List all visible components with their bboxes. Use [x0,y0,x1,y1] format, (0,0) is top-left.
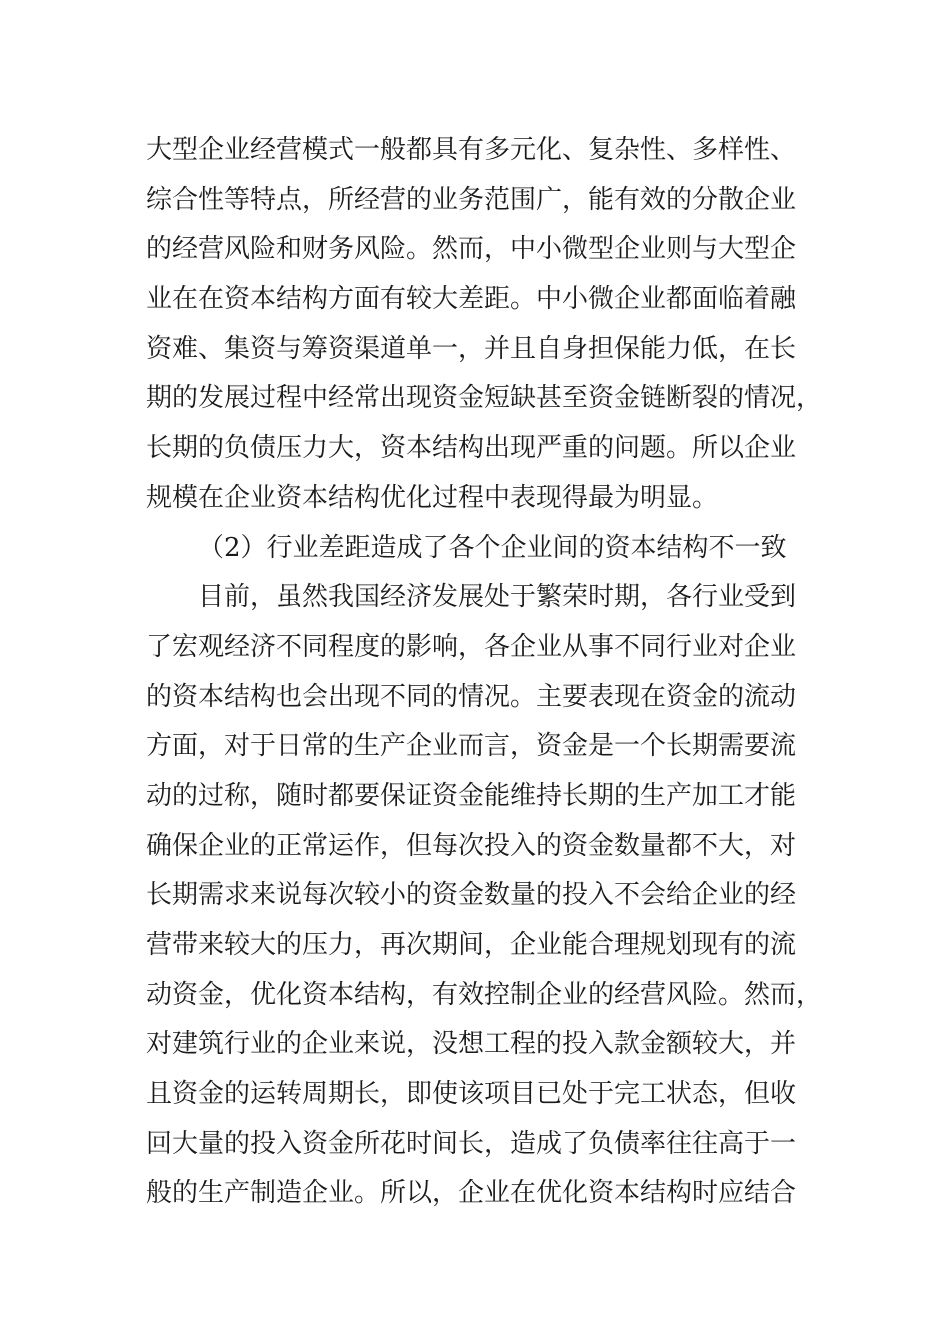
text-line: 确保企业的正常运作，但每次投入的资金数量都不大，对 [146,830,797,861]
text-line: 回大量的投入资金所花时间长，造成了负债率往往高于一 [146,1128,797,1159]
text-line: 综合性等特点，所经营的业务范围广，能有效的分散企业 [146,184,797,215]
text-line: 资难、集资与筹资渠道单一，并且自身担保能力低，在长 [146,333,797,364]
section-heading: （2）行业差距造成了各个企业间的资本结构不一致 [198,532,787,563]
paragraph-2 [146,573,823,1219]
text-line: 的资本结构也会出现不同的情况。主要表现在资金的流动 [146,681,797,712]
text-line: 般的生产制造企业。所以，企业在优化资本结构时应结合 [146,1178,797,1209]
text-line: 规模在企业资本结构优化过程中表现得最为明显。 [146,482,719,513]
text-line: 动的过称，随时都要保证资金能维持长期的生产加工才能 [146,780,797,811]
text-line: 对建筑行业的企业来说，没想工程的投入款金额较大，并 [146,1029,797,1060]
body-text [146,126,823,1219]
paragraph-1 [146,126,823,524]
text-line: 的经营风险和财务风险。然而，中小微型企业则与大型企 [146,234,797,265]
text-line: 期的发展过程中经常出现资金短缺甚至资金链断裂的情况， [146,383,823,414]
text-line: 长期需求来说每次较小的资金数量的投入不会给企业的经 [146,880,797,911]
text-line: 方面，对于日常的生产企业而言，资金是一个长期需要流 [146,731,797,762]
text-line: 营带来较大的压力，再次期间，企业能合理规划现有的流 [146,930,797,960]
text-line: 大型企业经营模式一般都具有多元化、复杂性、多样性、 [146,135,797,165]
text-line: 动资金，优化资本结构，有效控制企业的经营风险。然而， [146,979,823,1010]
text-line: 长期的负债压力大，资本结构出现严重的问题。所以企业 [146,433,797,464]
text-line: 了宏观经济不同程度的影响，各企业从事不同行业对企业 [146,631,797,662]
text-line: 业在在资本结构方面有较大差距。中小微企业都面临着融 [146,284,797,315]
text-line: 目前，虽然我国经济发展处于繁荣时期，各行业受到 [198,582,797,613]
text-line: 且资金的运转周期长，即使该项目已处于完工状态，但收 [146,1079,797,1110]
